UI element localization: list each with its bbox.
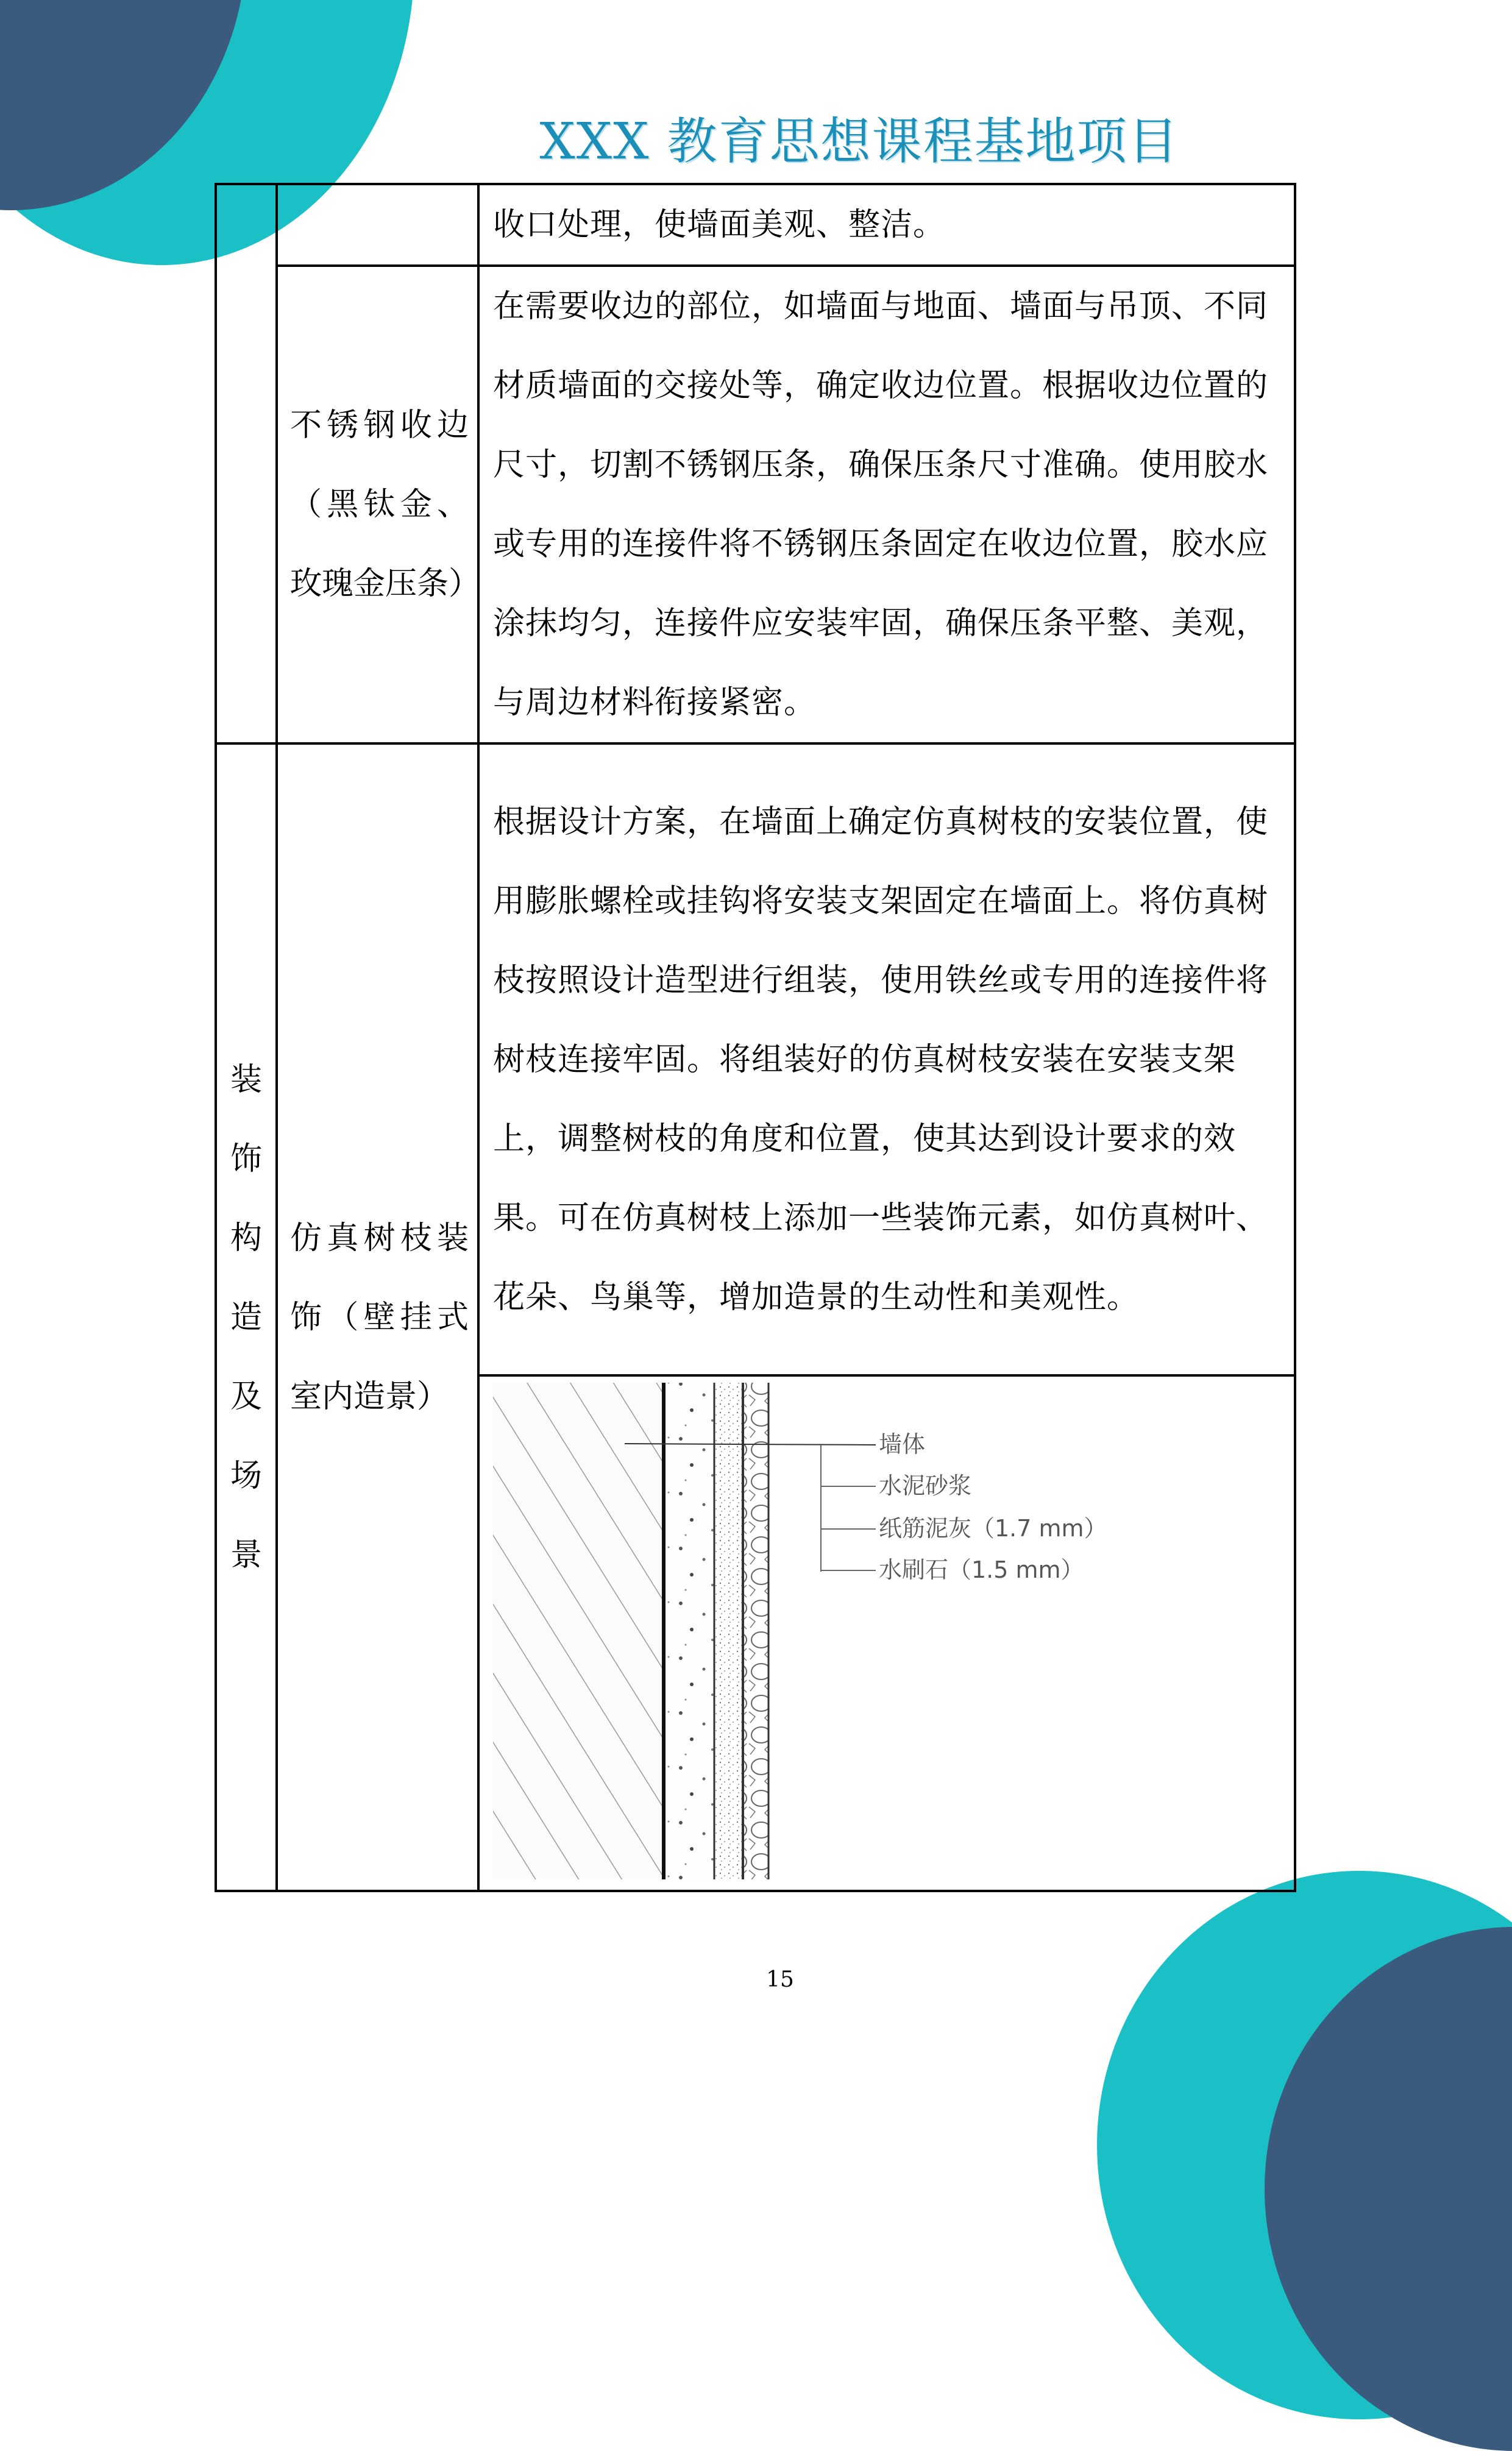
diagram-label-washed-granite: 水刷石（1.5 mm） — [879, 1556, 1084, 1583]
diagram-label-wall: 墙体 — [879, 1431, 926, 1458]
item-label: 仿真树枝装饰（壁挂式室内造景） — [290, 1219, 469, 1415]
category-label: 装饰构造及场景 — [230, 1061, 262, 1573]
table-row — [216, 743, 1295, 1375]
item-label: 不锈钢收边（黑钛金、玫瑰金压条） — [290, 407, 481, 602]
page-number: 15 — [766, 1967, 794, 1992]
category-cell — [216, 184, 277, 743]
description-text: 收口处理，使墙面美观、整洁。 — [493, 207, 946, 243]
table-row — [216, 184, 1295, 266]
diagram-cell — [478, 1375, 1295, 1891]
page-title: XXX 教育思想课程基地项目 — [539, 113, 1179, 171]
item-cell — [277, 743, 478, 1891]
description-cell — [478, 184, 1295, 266]
table-row — [216, 266, 1295, 743]
description-text: 在需要收边的部位，如墙面与地面、墙面与吊顶、不同材质墙面的交接处等，确定收边位置。根据收边位置的尺寸，切割不锈钢压条，确保压条尺寸准确。使用胶水或专用的连接件将不锈钢压条固定在收边位置，胶水应涂抹均匀，连接件应安装牢固，确保压条平整、美观，与周边材料衔接紧密。 — [493, 288, 1269, 721]
description-text: 根据设计方案，在墙面上确定仿真树枝的安装位置，使用膨胀螺栓或挂钩将安装支架固定在墙面上。将仿真树枝按照设计造型进行组装，使用铁丝或专用的连接件将树枝连接牢固。将组装好的仿真树枝安装在安装支架上，调整树枝的角度和位置，使其达到设计要求的效果。可在仿真树枝上添加一些装饰元素，如仿真树叶、花朵、鸟巢等，增加造景的生动性和美观性。 — [493, 803, 1269, 1316]
description-cell — [478, 266, 1295, 743]
diagram-label-paper-fiber-plaster: 纸筋泥灰（1.7 mm） — [879, 1515, 1107, 1542]
construction-table — [215, 183, 1296, 1892]
wall-section-diagram — [480, 1377, 1294, 1890]
item-cell — [277, 184, 478, 266]
category-cell — [216, 743, 277, 1891]
diagram-label-cement-mortar: 水泥砂浆 — [879, 1472, 972, 1499]
description-cell — [478, 743, 1295, 1375]
item-cell — [277, 266, 481, 743]
